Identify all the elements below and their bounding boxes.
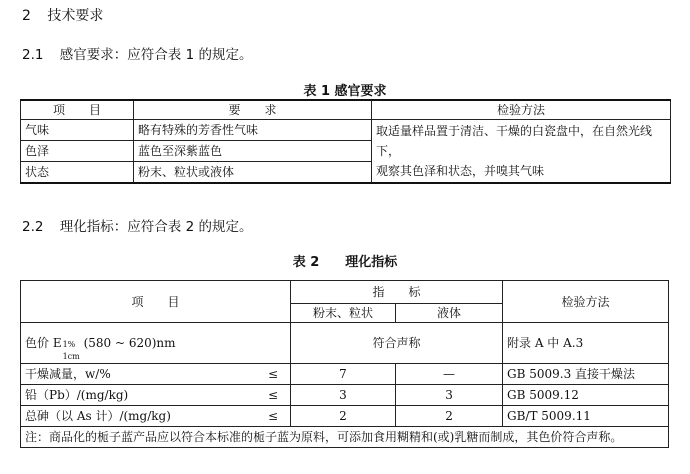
- table2-header-method: 检验方法: [503, 281, 669, 323]
- table2-color-value: 符合声称: [291, 323, 503, 364]
- row-item-label: 干燥减量，w/%: [25, 367, 111, 381]
- section-title: 技术要求: [47, 8, 104, 24]
- table1-method-cell: [372, 120, 671, 184]
- table1-row-req: 略有特殊的芳香性气味: [134, 120, 372, 141]
- table1-header-row: [21, 100, 671, 120]
- table2-row-liquid: —: [396, 364, 503, 385]
- table1-row-req: 粉末、粒状或液体: [134, 162, 372, 184]
- subsection-text: 感官要求：应符合表 1 的规定。: [59, 47, 253, 63]
- table2-color-method: 附录 A 中 A.3: [503, 323, 669, 364]
- table2-caption: 表 2 理化指标: [292, 255, 398, 270]
- table1-row-item: 气味: [21, 120, 134, 141]
- leq-symbol: ≤: [267, 388, 278, 402]
- table-row: [21, 406, 669, 427]
- section-number: 2: [22, 8, 31, 24]
- table1-method-line1: 取适量样品置于清洁、干燥的白瓷盘中，在自然光线下，: [376, 124, 653, 158]
- table-row: [21, 323, 669, 364]
- table2-row-powder: 7: [291, 364, 396, 385]
- table2-row-item: [21, 385, 291, 406]
- leq-symbol: ≤: [267, 367, 278, 381]
- table2-header-row: [21, 281, 669, 304]
- color-prefix: 色价 E: [25, 336, 62, 350]
- table1-sensory: [20, 99, 671, 184]
- color-suffix: (580 ~ 620)nm: [83, 336, 176, 350]
- section-heading: [22, 5, 103, 25]
- table2-note: 注：商品化的栀子蓝产品应以符合本标准的栀子蓝为原料，可添加食用糊精和(或)乳糖而制成，其色价符合声称。: [21, 427, 669, 448]
- table2-row-item: [21, 406, 291, 427]
- table1-header-method: 检验方法: [372, 100, 671, 120]
- table2-row-powder: 2: [291, 406, 396, 427]
- table2-row-liquid: 2: [396, 406, 503, 427]
- table2-row-item: [21, 364, 291, 385]
- subsection-2-2: [22, 215, 252, 235]
- table1-row-item: 状态: [21, 162, 134, 184]
- table2-row-method: GB/T 5009.11: [503, 406, 669, 427]
- table-row: [21, 385, 669, 406]
- table2-row-powder: 3: [291, 385, 396, 406]
- table-row: [21, 364, 669, 385]
- table1-caption: 表 1 感官要求: [303, 84, 387, 99]
- color-sup: 1%: [62, 340, 76, 349]
- table2-physicochemical: [20, 280, 669, 448]
- table1-row-item: 色泽: [21, 141, 134, 162]
- row-item-label: 铅（Pb）/(mg/kg): [25, 388, 129, 402]
- table2-note-row: [21, 427, 669, 448]
- row-item-label: 总砷（以 As 计）/(mg/kg): [25, 409, 171, 423]
- subsection-text: 理化指标：应符合表 2 的规定。: [59, 219, 253, 235]
- table2-color-item: [21, 323, 291, 364]
- table2-header-liquid: 液体: [396, 304, 503, 323]
- subsection-number: 2.1: [22, 47, 44, 63]
- table2-header-indicator: 指 标: [291, 281, 503, 304]
- table1-method-line2: 观察其色泽和状态，并嗅其气味: [376, 164, 545, 178]
- subsection-number: 2.2: [22, 219, 44, 235]
- subsection-2-1: [22, 43, 252, 63]
- table1-row-req: 蓝色至深紫蓝色: [134, 141, 372, 162]
- table2-row-liquid: 3: [396, 385, 503, 406]
- table-row: [21, 120, 671, 141]
- table2-header-item: 项 目: [21, 281, 291, 323]
- leq-symbol: ≤: [267, 409, 278, 423]
- table2-row-method: GB 5009.12: [503, 385, 669, 406]
- table1-header-req: 要 求: [134, 100, 372, 120]
- color-sub: 1cm: [62, 352, 80, 361]
- table1-header-item: 项 目: [21, 100, 134, 120]
- table2-row-method: GB 5009.3 直接干燥法: [503, 364, 669, 385]
- table2-header-powder: 粉末、粒状: [291, 304, 396, 323]
